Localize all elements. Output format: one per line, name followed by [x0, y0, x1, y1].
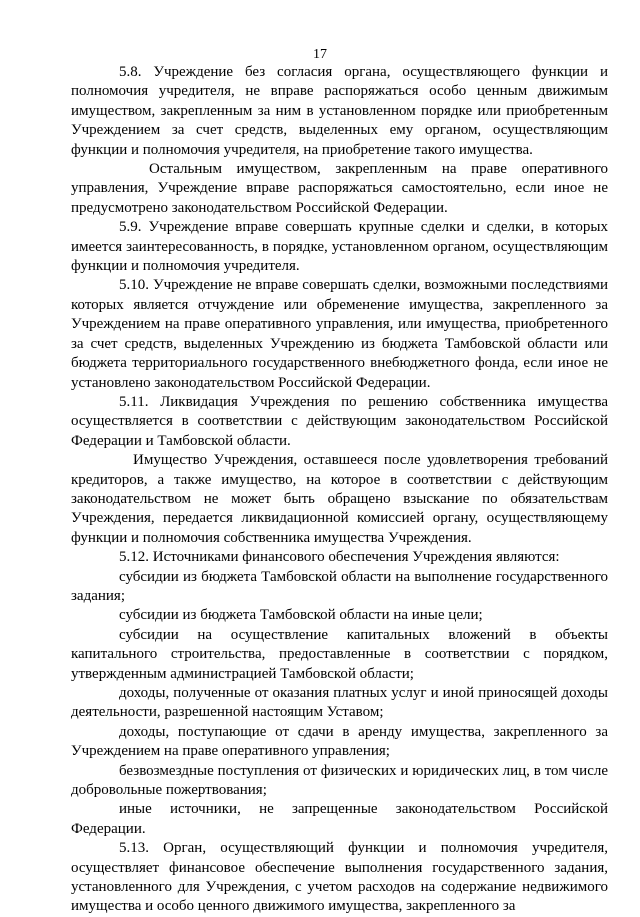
paragraph-5-9: 5.9. Учреждение вправе совершать крупные сделки и сделки, в которых имеется заинтересованность, в порядке, установленном органом, осуществляющим функции и полномочия учредителя. — [71, 219, 608, 275]
paragraph-other-property: Остальным имуществом, закрепленным на праве оперативного управления, Учреждение вправе распоряжаться самостоятельно, если иное не предусмотрено законодательством Российской Федерации. — [71, 161, 608, 216]
document-body — [71, 63, 608, 917]
list-item-other-subsidies: субсидии из бюджета Тамбовской области на иные цели; — [119, 607, 483, 624]
paragraph-5-10: 5.10. Учреждение не вправе совершать сделки, возможными последствиями которых является отчуждение или обременение имущества, закрепленного за Учреждением на праве оперативного управления, или имущества, приобретенного за счет средств, выделенных Учреждению из бюджета Тамбовской области или бюджета территориального государственного внебюджетного фонда, если иное не установлено законодательством Российской Федерации. — [71, 277, 608, 391]
list-item-rent-income: доходы, поступающие от сдачи в аренду имущества, закрепленного за Учреждением на праве оперативного управления; — [71, 723, 608, 760]
paragraph-5-8: 5.8. Учреждение без согласия органа, осуществляющего функции и полномочия учредителя, не вправе распоряжаться особо ценным движимым имуществом, закрепленным за ним в установленном порядке или приобретенным Учреждением за счет средств, выделенных ему органом, осуществляющим функции и полномочия учредителя, на приобретение такого имущества. — [71, 64, 608, 158]
paragraph-5-12: 5.12. Источниками финансового обеспечения Учреждения являются: — [119, 549, 560, 566]
list-item-capital-subsidies: субсидии на осуществление капитальных вложений в объекты капитального строительства, предоставленные в соответствии с порядком, утвержденным администрацией Тамбовской области; — [71, 626, 608, 682]
list-item-state-task-subsidies: субсидии из бюджета Тамбовской области на выполнение государственного задания; — [71, 568, 608, 604]
paragraph-5-13: 5.13. Орган, осуществляющий функции и полномочия учредителя, осуществляет финансовое обеспечение выполнения государственного задания, установленного для Учреждения, с учетом расходов на содержание недвижимого имущества и особо ценного движимого имущества, закрепленного за — [71, 840, 608, 915]
list-item-donations: безвозмездные поступления от физических и юридических лиц, в том числе добровольные пожертвования; — [71, 762, 608, 799]
page-number: 17 — [313, 47, 327, 62]
paragraph-liquidation-property: Имущество Учреждения, оставшееся после удовлетворения требований кредиторов, а также имущество, на которое в соответствии с действующим законодательством не может быть обращено взыскание по обязательствам Учреждения, передается ликвидационной комиссией органу, осуществляющему функции и полномочия собственника имущества Учреждения. — [71, 452, 608, 546]
paragraph-5-11: 5.11. Ликвидация Учреждения по решению собственника имущества осуществляется в соответствии с действующим законодательством Российской Федерации и Тамбовской области. — [71, 393, 608, 449]
list-item-paid-services-income: доходы, полученные от оказания платных услуг и иной приносящей доходы деятельности, разрешенной настоящим Уставом; — [71, 685, 608, 721]
list-item-other-sources: иные источники, не запрещенные законодательством Российской Федерации. — [71, 801, 608, 837]
